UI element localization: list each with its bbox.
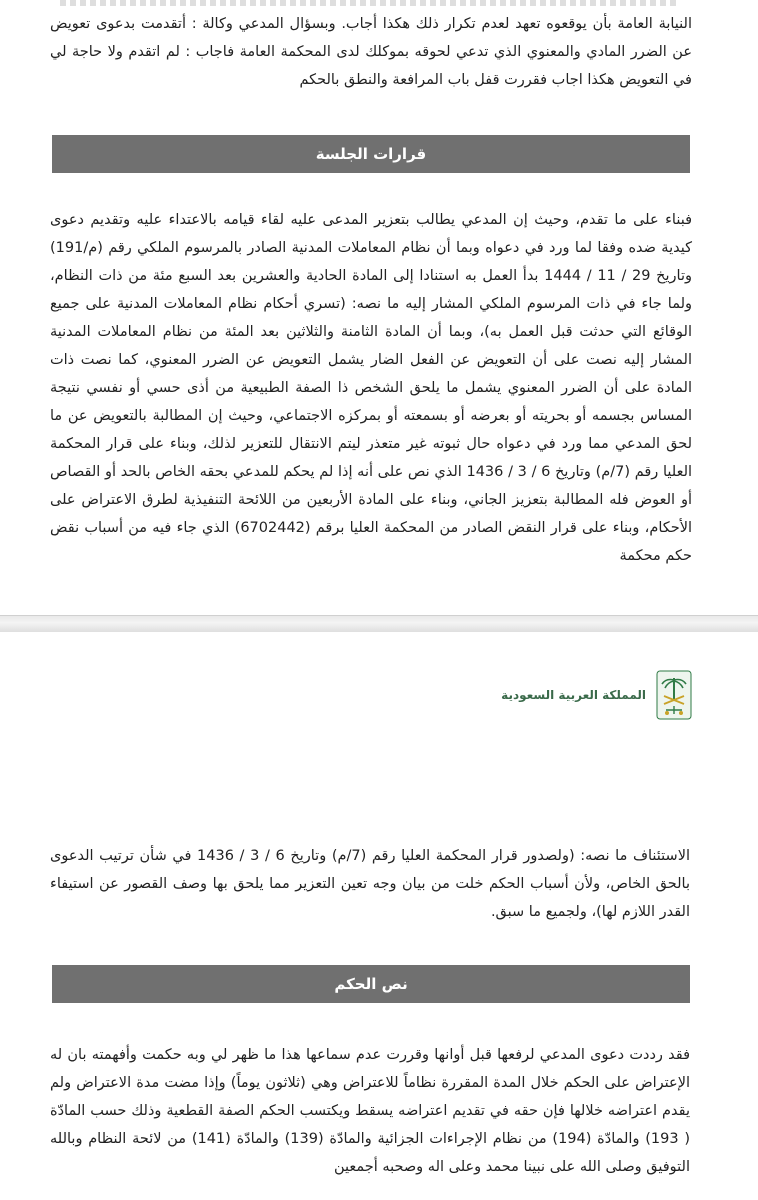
kingdom-name: المملكة العربية السعودية bbox=[501, 688, 646, 702]
section-title-session-decisions bbox=[52, 135, 690, 173]
verdict-paragraph: فقد رددت دعوى المدعي لرفعها قبل أوانها وقررت عدم سماعها هذا ما ظهر لي وبه حكمت وأفهمته بان له الإعتراض على الحكم خلال المدة المقررة نظاماً للاعتراض وهي (ثلاثون يوماً) وإذا مضت مدة الاعتراض ولم يقدم اعتراضه خلالها فإن حقه في تقديم اعتراضه يسقط ويكتسب الحكم الصفة القطعية وذلك حسب المادّة ( 193) والمادّة (194) من نظام الإجراءات الجزائية والمادّة (139) والمادّة (141) من لائحة النظام وبالله التوفيق وصلى الله على نبينا محمد وعلى اله وصحبه أجمعين bbox=[50, 1047, 690, 1175]
section-title-text: قرارات الجلسة bbox=[315, 145, 427, 163]
faded-top-line bbox=[60, 0, 680, 6]
intro-paragraph: النيابة العامة بأن يوقعوه تعهد لعدم تكرار ذلك هكذا أجاب. وبسؤال المدعي وكالة : أتقدمت بدعوى تعويض عن الضرر المادي والمعنوي الذي تدعي لحوقه بموكلك لدى المحكمة العامة فاجاب : لم اتقدم ولا حاجة لي في التعويض هكذا اجاب فقررت قفل باب المرافعة والنطق بالحكم bbox=[50, 16, 692, 88]
decision-paragraph: فبناء على ما تقدم، وحيث إن المدعي يطالب بتعزير المدعى عليه لقاء قيامه بالاعتداء عليه وتقديم دعوى كيدية ضده وفقا لما ورد في دعواه وبما أن نظام المعاملات المدنية الصادر بالمرسوم الملكي رقم (م/191) وتاريخ 29 / 11 / 1444 بدأ العمل به استنادا إلى المادة الحادية والعشرين بعد السبع مئة من ذات النظام، ولما جاء في ذات المرسوم الملكي المشار إليه ما نصه: (تسري أحكام نظام المعاملات المدنية على جميع الوقائع التي حدثت قبل العمل به)، وبما أن المادة الثامنة والثلاثين بعد المئة من نظام المعاملات المدنية المشار إليه نصت على أن التعويض عن الفعل الضار يشمل التعويض عن الضرر المعنوي، كما نصت ذات المادة على أن الضرر المعنوي يشمل ما يلحق الشخص ذا الصفة الطبيعية من أذى حسي أو نفسي نتيجة المساس بجسمه أو بحريته أو بعرضه أو بسمعته أو بمركزه الاجتماعي، وحيث إن المطالبة بالتعويض عن ما لحق المدعي مما ورد في دعواه حال ثبوته غير متعذر ليتم الانتقال للتعزير لذلك، وبناء على قرار المحكمة العليا رقم (7/م) وتاريخ 6 / 3 / 1436 الذي نص على أنه إذا لم يحكم للمدعي بحقه الخاص بالحد أو القصاص أو العوض فله المطالبة بتعزيز الجاني، وبناء على المادة الأربعين من اللائحة التنفيذية لطرق الاعتراض على الأحكام، وبناء على قرار النقض الصادر من المحكمة العليا برقم (6702442) الذي جاء فيه من أسباب نقض حكم محكمة bbox=[50, 212, 693, 564]
section-title-verdict-text bbox=[52, 965, 690, 1003]
saudi-emblem-icon bbox=[656, 670, 692, 720]
page-header bbox=[501, 668, 692, 722]
continuation-paragraph: الاستئناف ما نصه: (ولصدور قرار المحكمة العليا رقم (7/م) وتاريخ 6 / 3 / 1436 في شأن ترتيب الدعوى بالحق الخاص، ولأن أسباب الحكم خلت من بيان وجه تعين التعزير مما يلحق بها وصف القصور عن استيفاء القدر اللازم لها)، ولجميع ما سبق. bbox=[50, 848, 691, 920]
section-title-text: نص الحكم bbox=[334, 975, 408, 993]
